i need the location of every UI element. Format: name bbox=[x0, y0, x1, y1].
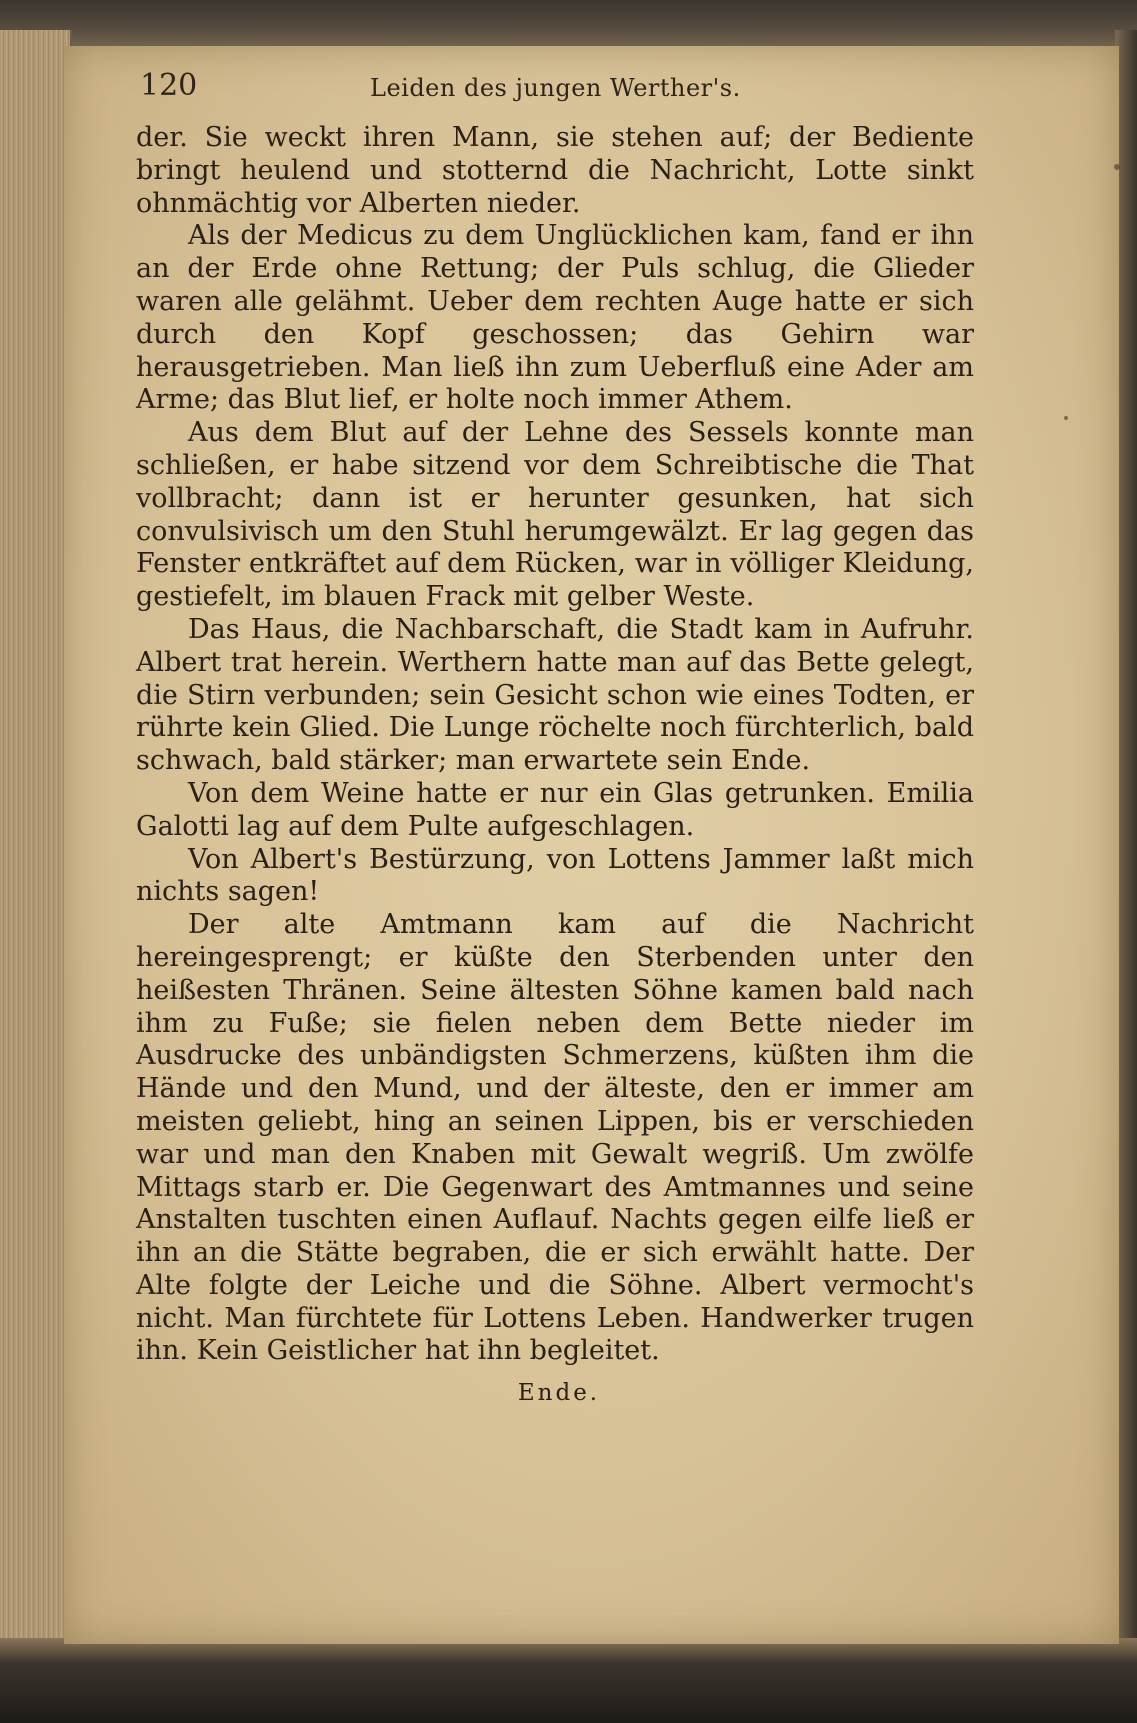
running-head bbox=[140, 64, 800, 114]
end-mark: Ende. bbox=[517, 1380, 601, 1406]
body-text bbox=[136, 122, 974, 1368]
paragraph: Von dem Weine hatte er nur ein Glas getrunken. Emilia Galotti lag auf dem Pulte aufgeschlagen. bbox=[136, 777, 974, 842]
ink-speck bbox=[1064, 416, 1068, 420]
page-number: 120 bbox=[140, 68, 198, 103]
paragraph: Der alte Amtmann kam auf die Nachricht hereingesprengt; er küßte den Sterbenden unter den heißesten Thränen. Seine ältesten Söhne kamen bald nach ihm zu Fuße; sie fielen neben dem Bette nieder im Ausdrucke des unbändigsten Schmerzens, küßten ihm die Hände und den Mund, und der älteste, den er immer am meisten geliebt, hing an seinen Lippen, bis er verschieden war und man den Knaben mit Gewalt wegriß. Um zwölfe Mittags starb er. Die Gegenwart des Amtmannes und seine Anstalten tuschten einen Auflauf. Nachts gegen eilfe ließ er ihn an die Stätte begraben, die er sich erwählt hatte. Der Alte folgte der Leiche und die Söhne. Albert vermocht's nicht. Man fürchtete für Lottens Leben. Handwerker trugen ihn. Kein Geistlicher hat ihn begleitet. bbox=[136, 909, 974, 1367]
paragraph: der. Sie weckt ihren Mann, sie stehen auf; der Bediente bringt heulend und stotternd die Nachricht, Lotte sinkt ohnmächtig vor Alberten nieder. bbox=[136, 122, 974, 219]
paragraph: Aus dem Blut auf der Lehne des Sessels konnte man schließen, er habe sitzend vor dem Schreibtische die That vollbracht; dann ist er herunter gesunken, hat sich convulsivisch um den Stuhl herumgewälzt. Er lag gegen das Fenster entkräftet auf dem Rücken, war in völliger Kleidung, gestiefelt, im blauen Frack mit gelber Weste. bbox=[136, 417, 974, 613]
paragraph: Als der Medicus zu dem Unglücklichen kam, fand er ihn an der Erde ohne Rettung; der Puls schlug, die Glieder waren alle gelähmt. Ueber dem rechten Auge hatte er sich durch den Kopf geschossen; das Gehirn war herausgetrieben. Man ließ ihn zum Ueberfluß eine Ader am Arme; das Blut lief, er holte noch immer Athem. bbox=[136, 220, 974, 416]
bottom-cover-edge bbox=[0, 1638, 1137, 1723]
ink-speck bbox=[1114, 164, 1120, 170]
running-title: Leiden des jungen Werther's. bbox=[370, 74, 741, 102]
page-stack-edge bbox=[0, 30, 72, 1650]
top-binding-edge bbox=[0, 0, 1137, 52]
paragraph: Von Albert's Bestürzung, von Lottens Jammer laßt mich nichts sagen! bbox=[136, 843, 974, 908]
paragraph: Das Haus, die Nachbarschaft, die Stadt kam in Aufruhr. Albert trat herein. Werthern hatte man auf das Bette gelegt, die Stirn verbunden; sein Gesicht schon wie eines Todten, er rührte kein Glied. Die Lunge röchelte noch fürchterlich, bald schwach, bald stärker; man erwartete sein Ende. bbox=[136, 613, 974, 777]
